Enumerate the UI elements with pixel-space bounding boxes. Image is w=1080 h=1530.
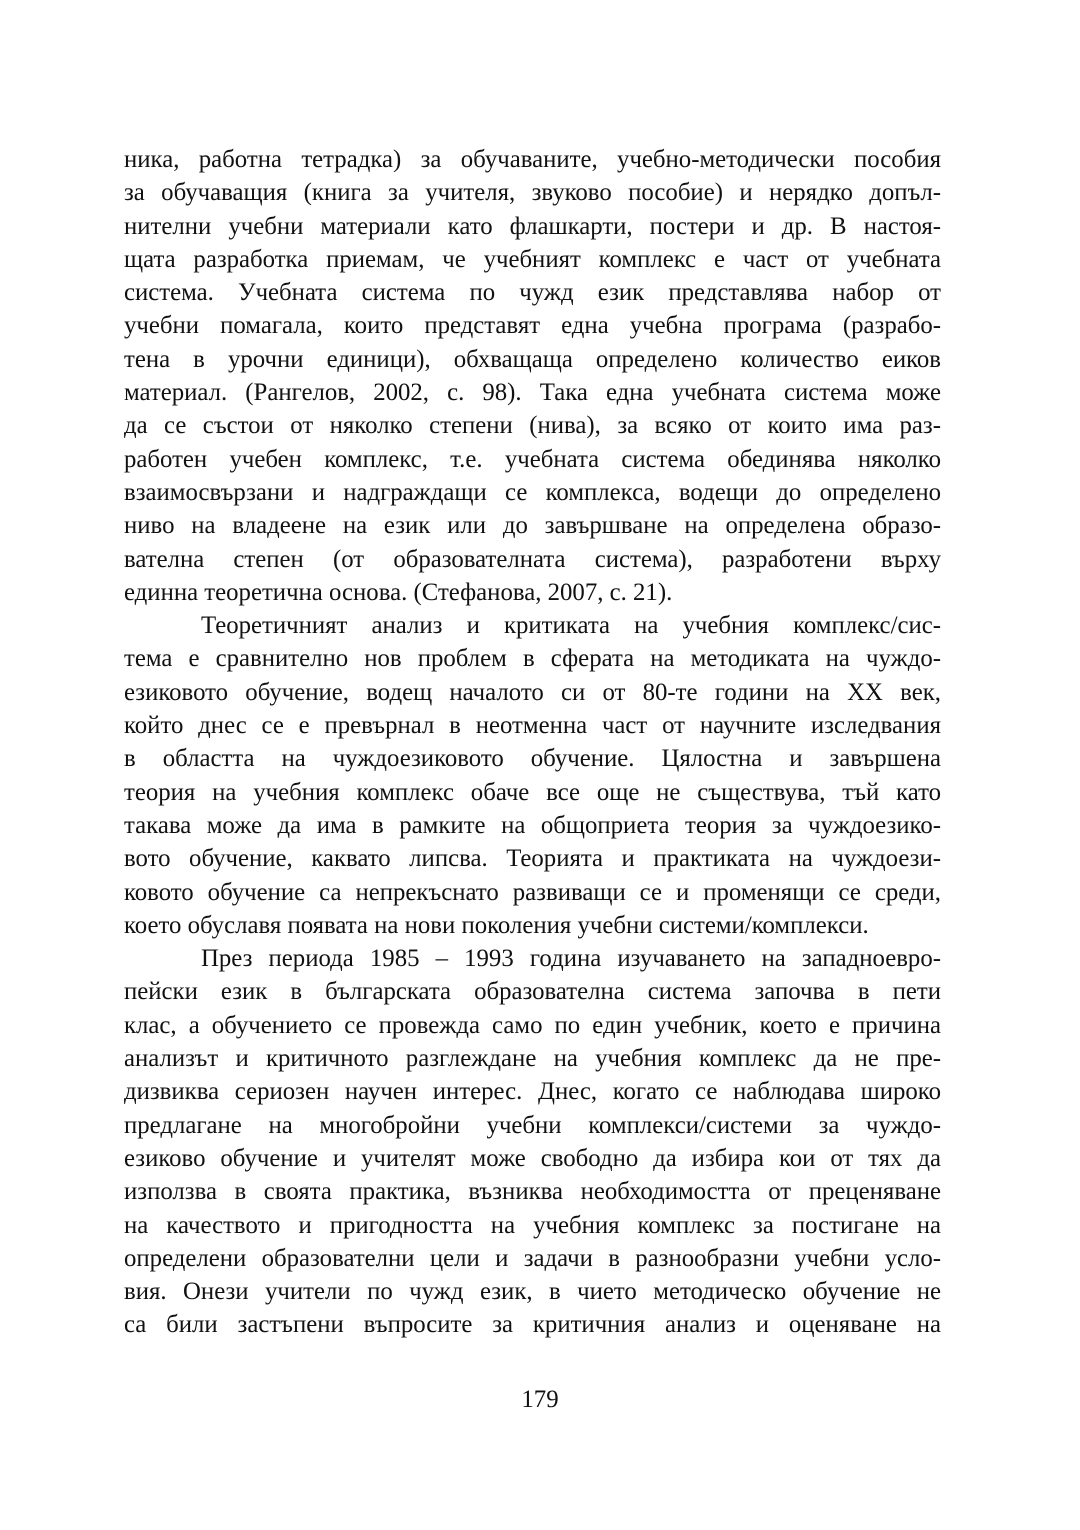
text-line: клас, а обучението се провежда само по един учебник, което е причина bbox=[124, 1011, 941, 1039]
text-line: щата разработка приемам, че учебният комплекс е част от учебната bbox=[124, 245, 941, 273]
text-line: дизвиква сериозен научен интерес. Днес, когато се наблюдава широко bbox=[124, 1078, 941, 1106]
text-line: да се състои от няколко степени (нива), за всяко от които има раз- bbox=[124, 412, 941, 440]
text-line: определени образователни цели и задачи в разнообразни учебни усло- bbox=[124, 1244, 941, 1272]
text-line: нителни учебни материали като флашкарти, постери и др. В настоя- bbox=[124, 212, 941, 240]
text-line: Теоретичният анализ и критиката на учебния комплекс/сис- bbox=[201, 612, 941, 640]
text-line: ковото обучение са непрекъснато развиващи се и променящи се среди, bbox=[124, 878, 941, 906]
text-line: взаимосвързани и надграждащи се комплекса, водещи до определено bbox=[124, 478, 941, 506]
text-line: анализът и критичното разглеждане на учебния комплекс да не пре- bbox=[124, 1045, 941, 1073]
text-line: работен учебен комплекс, т.е. учебната система обединява няколко bbox=[124, 445, 941, 473]
text-line: използва в своята практика, възниква необходимостта от преценяване bbox=[124, 1178, 941, 1206]
text-line: пейски език в българската образователна система започва в пети bbox=[124, 978, 941, 1006]
text-line: за обучаващия (книга за учителя, звуково пособие) и нерядко допъл- bbox=[124, 179, 941, 207]
text-line: в областта на чуждоезиковото обучение. Цялостна и завършена bbox=[124, 745, 941, 773]
text-line: тема е сравнително нов проблем в сферата на методиката на чуждо- bbox=[124, 645, 941, 673]
text-line: ника, работна тетрадка) за обучаваните, учебно-методически пособия bbox=[124, 146, 941, 173]
text-line: вия. Онези учители по чужд език, в чието методическо обучение не bbox=[124, 1278, 941, 1306]
paragraph-1 bbox=[124, 143, 941, 609]
page-number: 179 bbox=[521, 1386, 559, 1413]
text-line: През периода 1985 – 1993 година изучаването на западноевро- bbox=[201, 945, 941, 973]
paragraph-3 bbox=[124, 942, 941, 1342]
text-line: теория на учебния комплекс обаче все още не съществува, тъй като bbox=[124, 778, 941, 806]
text-line: такава може да има в рамките на общоприета теория за чуждоезико- bbox=[124, 811, 941, 839]
text-line: единна теоретична основа. (Стефанова, 2007, с. 21). bbox=[124, 578, 673, 606]
text-line: езиково обучение и учителят може свободно да избира кои от тях да bbox=[124, 1144, 941, 1172]
body-text bbox=[124, 143, 941, 1342]
text-line: вото обучение, каквато липсва. Теорията и практиката на чуждоези- bbox=[124, 845, 941, 873]
text-line: тена в урочни единици), обхващаща определено количество еиков bbox=[124, 345, 941, 373]
text-line: което обуславя появата на нови поколения учебни системи/комплекси. bbox=[124, 911, 869, 939]
text-line: езиковото обучение, водещ началото си от 80-те години на XX век, bbox=[124, 678, 941, 706]
text-line: вателна степен (от образователната система), разработени върху bbox=[124, 545, 941, 573]
paragraph-2 bbox=[124, 609, 941, 942]
text-line: който днес се е превърнал в неотменна част от научните изследвания bbox=[124, 712, 941, 740]
text-line: материал. (Рангелов, 2002, с. 98). Така една учебната система може bbox=[124, 379, 941, 407]
text-line: предлагане на многобройни учебни комплекси/системи за чуждо- bbox=[124, 1111, 941, 1139]
text-line: на качеството и пригодността на учебния комплекс за постигане на bbox=[124, 1211, 941, 1239]
text-line: учебни помагала, които представят една учебна програма (разрабо- bbox=[124, 312, 941, 340]
text-line: ниво на владеене на език или до завършване на определена образо- bbox=[124, 512, 941, 540]
text-line: система. Учебната система по чужд език представлява набор от bbox=[124, 279, 941, 307]
text-line: са били застъпени въпросите за критичния анализ и оценяване на bbox=[124, 1311, 941, 1339]
